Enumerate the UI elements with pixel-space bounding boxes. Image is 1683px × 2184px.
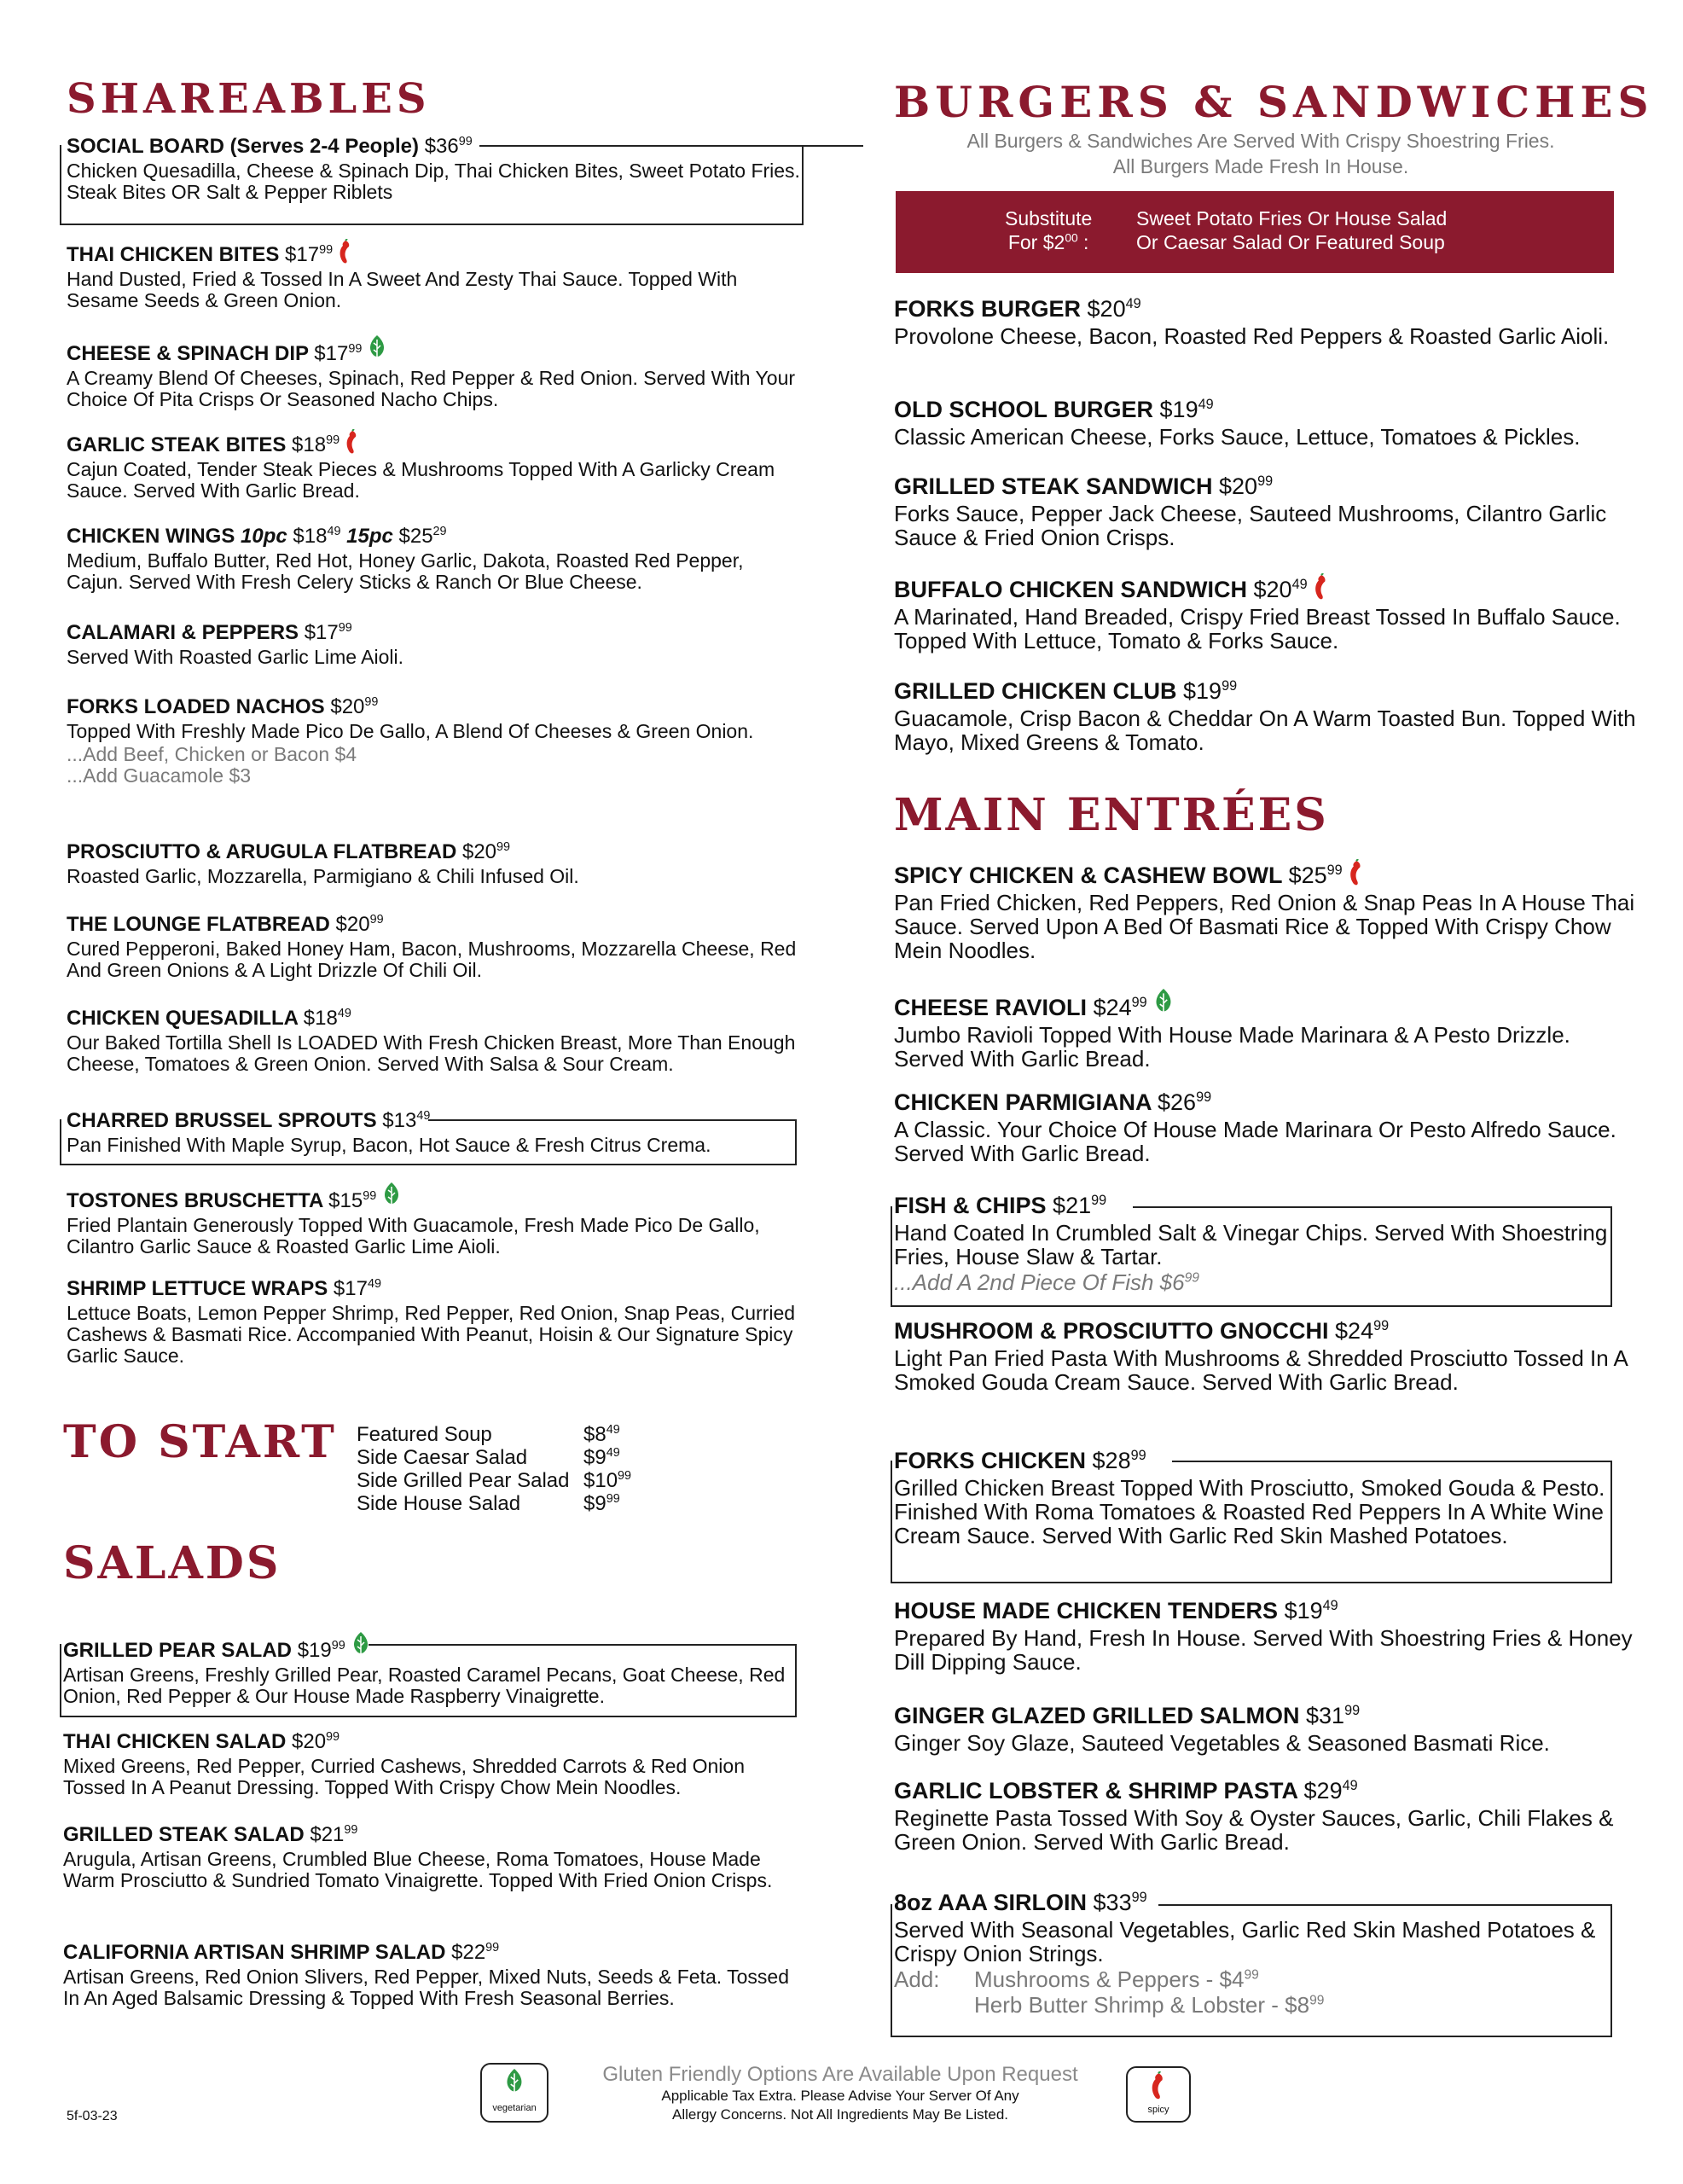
item-price: $\$25^{29}$ bbox=[398, 525, 447, 548]
banner-label: Substitute For $\$2^{00}$ : bbox=[1005, 207, 1093, 253]
item-description: Our Baked Tortilla Shell Is LOADED With Fresh Chicken Breast, More Than Enough Cheese, Tomatoes & Green Onion. Served With Salsa & Sour Cream. bbox=[67, 1031, 796, 1075]
item-description: Grilled Chicken Breast Topped With Prosciutto, Smoked Gouda & Pesto. Finished With Roma Tomatoes & Roasted Red Peppers In A White Wine Cream Sauce. Served With Garlic Red Skin Mashed Potatoes. bbox=[894, 1475, 1605, 1548]
subtitle-line: All Burgers & Sandwiches Are Served With Crispy Shoestring Fries. bbox=[966, 130, 1555, 152]
item-description: Pan Finished With Maple Syrup, Bacon, Hot Sauce & Fresh Citrus Crema. bbox=[67, 1134, 711, 1156]
menu-item-thai-chicken-bites bbox=[67, 239, 800, 311]
item-name: FORKS LOADED NACHOS bbox=[67, 695, 325, 718]
item-name: HOUSE MADE CHICKEN TENDERS bbox=[894, 1598, 1279, 1623]
legend-label: vegetarian bbox=[492, 2103, 537, 2113]
footer-notes bbox=[546, 2063, 1135, 2124]
item-description: Artisan Greens, Freshly Grilled Pear, Roasted Caramel Pecans, Goat Cheese, Red Onion, Red Pepper & Our House Made Raspberry Vinaigrette. bbox=[63, 1664, 786, 1707]
item-price: $\$19^{49}$ bbox=[1284, 1598, 1338, 1623]
vegetarian-leaf-icon bbox=[503, 2068, 525, 2099]
item-name: TOSTONES BRUSCHETTA bbox=[67, 1189, 323, 1212]
menu-item-garlic-steak-bites bbox=[67, 429, 800, 502]
item-description: Mixed Greens, Red Pepper, Curried Cashews, Shredded Carrots & Red Onion Tossed In A Peanut Dressing. Topped With Crispy Chow Mein Noodles. bbox=[63, 1755, 746, 1798]
menu-item-chicken-quesadilla bbox=[67, 1007, 800, 1075]
menu-item-grilled-steak-salad bbox=[63, 1823, 797, 1891]
item-name: CHICKEN WINGS bbox=[67, 525, 235, 548]
item-description: Prepared By Hand, Fresh In House. Served With Shoestring Fries & Honey Dill Dipping Sauce. bbox=[894, 1625, 1633, 1675]
item-description: Roasted Garlic, Mozzarella, Parmigiano & Chili Infused Oil. bbox=[67, 865, 579, 887]
item-price: $\$31^{99}$ bbox=[1306, 1703, 1361, 1728]
item-description: Topped With Freshly Made Pico De Gallo, A Blend Of Cheeses & Green Onion. bbox=[67, 720, 754, 742]
menu-item-chicken-tenders bbox=[894, 1598, 1645, 1674]
legend-label: spicy bbox=[1147, 2105, 1169, 2115]
item-addon: ...Add A 2nd Piece Of Fish $\$6^{99}$ bbox=[894, 1269, 1199, 1295]
item-name: MUSHROOM & PROSCIUTTO GNOCCHI bbox=[894, 1318, 1329, 1344]
menu-item-grilled-pear-salad bbox=[63, 1631, 797, 1707]
item-price: $\$20^{99}$ bbox=[461, 840, 511, 863]
item-price: $\$19^{99}$ bbox=[1183, 678, 1238, 704]
list-item: Side Grilled Pear Salad $\$10^{99}$ bbox=[357, 1469, 632, 1492]
item-price: $\$20^{99}$ bbox=[1219, 473, 1274, 499]
vegetarian-legend bbox=[480, 2063, 548, 2123]
item-description: Jumbo Ravioli Topped With House Made Marinara & A Pesto Drizzle. Served With Garlic Bread. bbox=[894, 1022, 1570, 1072]
item-price: $\$17^{49}$ bbox=[333, 1277, 381, 1300]
item-name: GRILLED CHICKEN CLUB bbox=[894, 678, 1177, 704]
item-description: Pan Fried Chicken, Red Peppers, Red Onion & Snap Peas In A House Thai Sauce. Served Upon A Bed Of Basmati Rice & Topped With Crispy Chow Mein Noodles. bbox=[894, 890, 1635, 963]
item-name: SPICY CHICKEN & CASHEW BOWL bbox=[894, 863, 1283, 888]
substitute-banner bbox=[896, 191, 1614, 273]
menu-item-thai-chicken-salad bbox=[63, 1730, 797, 1798]
item-price: $\$18^{49}$ bbox=[303, 1007, 351, 1030]
item-addon: Herb Butter Shrimp & Lobster - $\$8^{99}$ bbox=[974, 1992, 1325, 2018]
item-price: $\$21^{99}$ bbox=[1053, 1193, 1107, 1218]
item-price: $\$19^{49}$ bbox=[1159, 397, 1214, 422]
menu-item-lobster-shrimp-pasta bbox=[894, 1778, 1645, 1854]
item-description: Classic American Cheese, Forks Sauce, Lettuce, Tomatoes & Pickles. bbox=[894, 424, 1581, 450]
item-description: Artisan Greens, Red Onion Slivers, Red Pepper, Mixed Nuts, Seeds & Feta. Tossed In An Aged Balsamic Dressing & Topped With Fresh Seasonal Berries. bbox=[63, 1966, 789, 2009]
item-name: BUFFALO CHICKEN SANDWICH bbox=[894, 577, 1247, 602]
item-name: THAI CHICKEN BITES bbox=[67, 243, 280, 266]
item-name: GRILLED PEAR SALAD bbox=[63, 1639, 293, 1662]
shareables-title: SHAREABLES bbox=[67, 75, 431, 123]
item-description: Light Pan Fried Pasta With Mushrooms & Shredded Prosciutto Tossed In A Smoked Gouda Cream Sauce. Served With Garlic Bread. bbox=[894, 1345, 1628, 1395]
item-name: GARLIC LOBSTER & SHRIMP PASTA bbox=[894, 1778, 1298, 1804]
spicy-pepper-icon bbox=[1149, 2071, 1168, 2100]
footer-code: 5f-03-23 bbox=[67, 2109, 118, 2123]
item-name: SHRIMP LETTUCE WRAPS bbox=[67, 1277, 328, 1300]
item-price: $\$24^{99}$ bbox=[1335, 1318, 1390, 1344]
item-name: FISH & CHIPS bbox=[894, 1193, 1047, 1218]
menu-item-brussel-sprouts bbox=[67, 1109, 800, 1156]
item-description: Served With Seasonal Vegetables, Garlic Red Skin Mashed Potatoes & Crispy Onion Strings. bbox=[894, 1917, 1596, 1966]
spicy-pepper-icon bbox=[1313, 573, 1330, 601]
item-name: THAI CHICKEN SALAD bbox=[63, 1730, 287, 1753]
spicy-pepper-icon bbox=[338, 239, 353, 264]
allergy-note: Allergy Concerns. Not All Ingredients May Be Listed. bbox=[671, 2106, 1009, 2123]
menu-item-ginger-salmon bbox=[894, 1703, 1645, 1755]
item-price: $\$20^{99}$ bbox=[335, 913, 384, 936]
item-name: FORKS CHICKEN bbox=[894, 1448, 1087, 1473]
item-description: Forks Sauce, Pepper Jack Cheese, Sauteed Mushrooms, Cilantro Garlic Sauce & Fried Onion Crisps. bbox=[894, 501, 1607, 550]
item-name: FORKS BURGER bbox=[894, 296, 1082, 322]
menu-item-cheese-ravioli bbox=[894, 988, 1645, 1071]
item-description: Chicken Quesadilla, Cheese & Spinach Dip, Thai Chicken Bites, Sweet Potato Fries. Steak Bites OR Salt & Pepper Riblets bbox=[67, 160, 800, 203]
item-option: 10pc bbox=[241, 525, 287, 548]
list-item: Featured Soup $\$8^{49}$ bbox=[357, 1423, 620, 1446]
item-description: Ginger Soy Glaze, Sauteed Vegetables & Seasoned Basmati Rice. bbox=[894, 1730, 1550, 1756]
item-name: GINGER GLAZED GRILLED SALMON bbox=[894, 1703, 1300, 1728]
item-price: $\$13^{49}$ bbox=[382, 1109, 431, 1132]
item-description: Medium, Buffalo Butter, Red Hot, Honey Garlic, Dakota, Roasted Red Pepper, Cajun. Served With Fresh Celery Sticks & Ranch Or Blue Cheese. bbox=[67, 549, 744, 593]
menu-item-spicy-cashew-bowl bbox=[894, 859, 1645, 962]
item-name: GARLIC STEAK BITES bbox=[67, 433, 287, 456]
item-price: $\$25^{99}$ bbox=[1288, 863, 1343, 888]
item-price: $\$20^{99}$ bbox=[330, 695, 379, 718]
item-option: 15pc bbox=[346, 525, 393, 548]
menu-item-old-school-burger bbox=[894, 397, 1645, 449]
item-price: $\$28^{99}$ bbox=[1092, 1448, 1146, 1473]
item-addon: ...Add Beef, Chicken or Bacon $4 bbox=[67, 743, 357, 765]
to-start-title: TO START bbox=[63, 1416, 337, 1468]
item-description: Hand Coated In Crumbled Salt & Vinegar Chips. Served With Shoestring Fries, House Slaw & Tartar. bbox=[894, 1220, 1608, 1269]
item-price: $\$18^{49}$ bbox=[293, 525, 341, 548]
item-price: $\$29^{49}$ bbox=[1303, 1778, 1358, 1804]
item-price: $\$22^{99}$ bbox=[451, 1941, 500, 1964]
burgers-subtitle bbox=[894, 128, 1628, 179]
item-description: Hand Dusted, Fried & Tossed In A Sweet And Zesty Thai Sauce. Topped With Sesame Seeds & Green Onion. bbox=[67, 268, 738, 311]
main-entrees-title: MAIN ENTRÉES bbox=[894, 789, 1329, 841]
item-name: CHEESE & SPINACH DIP bbox=[67, 342, 309, 365]
menu-item-shrimp-lettuce-wraps bbox=[67, 1277, 800, 1367]
item-description: A Classic. Your Choice Of House Made Marinara Or Pesto Alfredo Sauce. Served With Garlic Bread. bbox=[894, 1117, 1616, 1166]
item-name: CALIFORNIA ARTISAN SHRIMP SALAD bbox=[63, 1941, 446, 1964]
item-price: $\$20^{49}$ bbox=[1087, 296, 1141, 322]
item-price: $\$26^{99}$ bbox=[1158, 1089, 1212, 1115]
menu-item-prosciutto-flatbread bbox=[67, 840, 800, 887]
item-price: $\$20^{99}$ bbox=[292, 1730, 340, 1753]
menu-item-grilled-chicken-club bbox=[894, 678, 1645, 754]
menu-item-california-shrimp-salad bbox=[63, 1941, 797, 2009]
vegetarian-leaf-icon bbox=[1152, 988, 1175, 1019]
item-name: CHARRED BRUSSEL SPROUTS bbox=[67, 1109, 377, 1132]
item-description: Fried Plantain Generously Topped With Guacamole, Fresh Made Pico De Gallo, Cilantro Garlic Sauce & Roasted Garlic Lime Aioli. bbox=[67, 1214, 760, 1258]
banner-options: Sweet Potato Fries Or House Salad Or Caesar Salad Or Featured Soup bbox=[1136, 207, 1448, 253]
item-price: $\$17^{99}$ bbox=[304, 621, 352, 644]
item-description: Reginette Pasta Tossed With Soy & Oyster Sauces, Garlic, Chili Flakes & Green Onion. Served With Garlic Bread. bbox=[894, 1805, 1614, 1855]
menu-item-aaa-sirloin bbox=[894, 1890, 1645, 2018]
item-name: 8oz AAA SIRLOIN bbox=[894, 1890, 1088, 1915]
menu-item-lounge-flatbread bbox=[67, 913, 800, 981]
list-item: Side Caesar Salad $\$9^{49}$ bbox=[357, 1446, 620, 1469]
item-name: OLD SCHOOL BURGER bbox=[894, 397, 1154, 422]
item-description: A Creamy Blend Of Cheeses, Spinach, Red Pepper & Red Onion. Served With Your Choice Of Pita Crisps Or Seasoned Nacho Chips. bbox=[67, 367, 796, 410]
menu-item-loaded-nachos bbox=[67, 695, 800, 787]
menu-item-fish-chips bbox=[894, 1193, 1645, 1294]
item-price: $\$17^{99}$ bbox=[285, 243, 334, 266]
item-name: THE LOUNGE FLATBREAD bbox=[67, 913, 330, 936]
item-price: $\$20^{49}$ bbox=[1253, 577, 1308, 602]
vegetarian-leaf-icon bbox=[367, 334, 387, 363]
item-description: A Marinated, Hand Breaded, Crispy Fried Breast Tossed In Buffalo Sauce. Topped With Lettuce, Tomato & Forks Sauce. bbox=[894, 604, 1621, 653]
menu-item-grilled-steak-sandwich bbox=[894, 473, 1645, 549]
item-name: CALAMARI & PEPPERS bbox=[67, 621, 299, 644]
menu-item-tostones-bruschetta bbox=[67, 1182, 800, 1258]
item-description: Provolone Cheese, Bacon, Roasted Red Peppers & Roasted Garlic Aioli. bbox=[894, 323, 1610, 349]
menu-item-buffalo-chicken-sandwich bbox=[894, 573, 1645, 653]
item-name: CHEESE RAVIOLI bbox=[894, 995, 1088, 1020]
burgers-title: BURGERS & SANDWICHES bbox=[894, 77, 1654, 127]
menu-item-chicken-parmigiana bbox=[894, 1089, 1645, 1165]
vegetarian-leaf-icon bbox=[381, 1182, 402, 1211]
gluten-note: Gluten Friendly Options Are Available Upon Request bbox=[602, 2063, 1078, 2086]
tax-note: Applicable Tax Extra. Please Advise Your Server Of Any bbox=[661, 2088, 1019, 2104]
item-name: GRILLED STEAK SALAD bbox=[63, 1823, 305, 1846]
vegetarian-leaf-icon bbox=[351, 1631, 371, 1660]
menu-item-social-board bbox=[67, 135, 800, 203]
item-price: $\$18^{99}$ bbox=[292, 433, 340, 456]
menu-item-forks-burger bbox=[894, 296, 1645, 348]
item-price: $\$24^{99}$ bbox=[1093, 995, 1147, 1020]
item-description: Cured Pepperoni, Baked Honey Ham, Bacon, Mushrooms, Mozzarella Cheese, Red And Green Onions & A Light Drizzle Of Chili Oil. bbox=[67, 938, 797, 981]
item-addon: ...Add Guacamole $3 bbox=[67, 764, 252, 787]
menu-item-calamari bbox=[67, 621, 800, 668]
item-price: $\$19^{99}$ bbox=[297, 1639, 345, 1662]
menu-item-cheese-spinach-dip bbox=[67, 334, 800, 410]
item-name: CHICKEN QUESADILLA bbox=[67, 1007, 299, 1030]
menu-item-chicken-wings bbox=[67, 525, 800, 593]
item-price: $\$17^{99}$ bbox=[314, 342, 363, 365]
item-price: $\$15^{99}$ bbox=[328, 1189, 377, 1212]
item-description: Guacamole, Crisp Bacon & Cheddar On A Warm Toasted Bun. Topped With Mayo, Mixed Greens & Tomato. bbox=[894, 706, 1636, 755]
list-item: Side House Salad $\$9^{99}$ bbox=[357, 1492, 620, 1515]
salads-title: SALADS bbox=[63, 1537, 281, 1589]
item-description: Arugula, Artisan Greens, Crumbled Blue Cheese, Roma Tomatoes, House Made Warm Prosciutto & Sundried Tomato Vinaigrette. Topped With Fried Onion Crisps. bbox=[63, 1848, 773, 1891]
item-addon: Add: Mushrooms & Peppers - $\$4^{99}$ bbox=[894, 1966, 1259, 1992]
item-description: Lettuce Boats, Lemon Pepper Shrimp, Red Pepper, Red Onion, Snap Peas, Curried Cashews & Basmati Rice. Accompanied With Peanut, Hoisin & Our Signature Spicy Garlic Sauce. bbox=[67, 1302, 796, 1367]
item-price: $\$36^{99}$ bbox=[424, 135, 473, 158]
item-name: CHICKEN PARMIGIANA bbox=[894, 1089, 1152, 1115]
spicy-pepper-icon bbox=[1348, 859, 1365, 886]
to-start-list bbox=[357, 1423, 698, 1515]
item-description: Cajun Coated, Tender Steak Pieces & Mushrooms Topped With A Garlicky Cream Sauce. Served With Garlic Bread. bbox=[67, 458, 775, 502]
spicy-legend bbox=[1126, 2066, 1191, 2123]
spicy-pepper-icon bbox=[345, 429, 360, 455]
item-price: $\$33^{99}$ bbox=[1093, 1890, 1147, 1915]
item-name: GRILLED STEAK SANDWICH bbox=[894, 473, 1213, 499]
menu-item-mushroom-gnocchi bbox=[894, 1318, 1645, 1394]
item-price: $\$21^{99}$ bbox=[310, 1823, 358, 1846]
item-name: PROSCIUTTO & ARUGULA FLATBREAD bbox=[67, 840, 457, 863]
item-name: SOCIAL BOARD (Serves 2-4 People) bbox=[67, 135, 420, 158]
menu-item-forks-chicken bbox=[894, 1448, 1645, 1548]
subtitle-line: All Burgers Made Fresh In House. bbox=[1112, 155, 1409, 177]
item-description: Served With Roasted Garlic Lime Aioli. bbox=[67, 646, 403, 668]
